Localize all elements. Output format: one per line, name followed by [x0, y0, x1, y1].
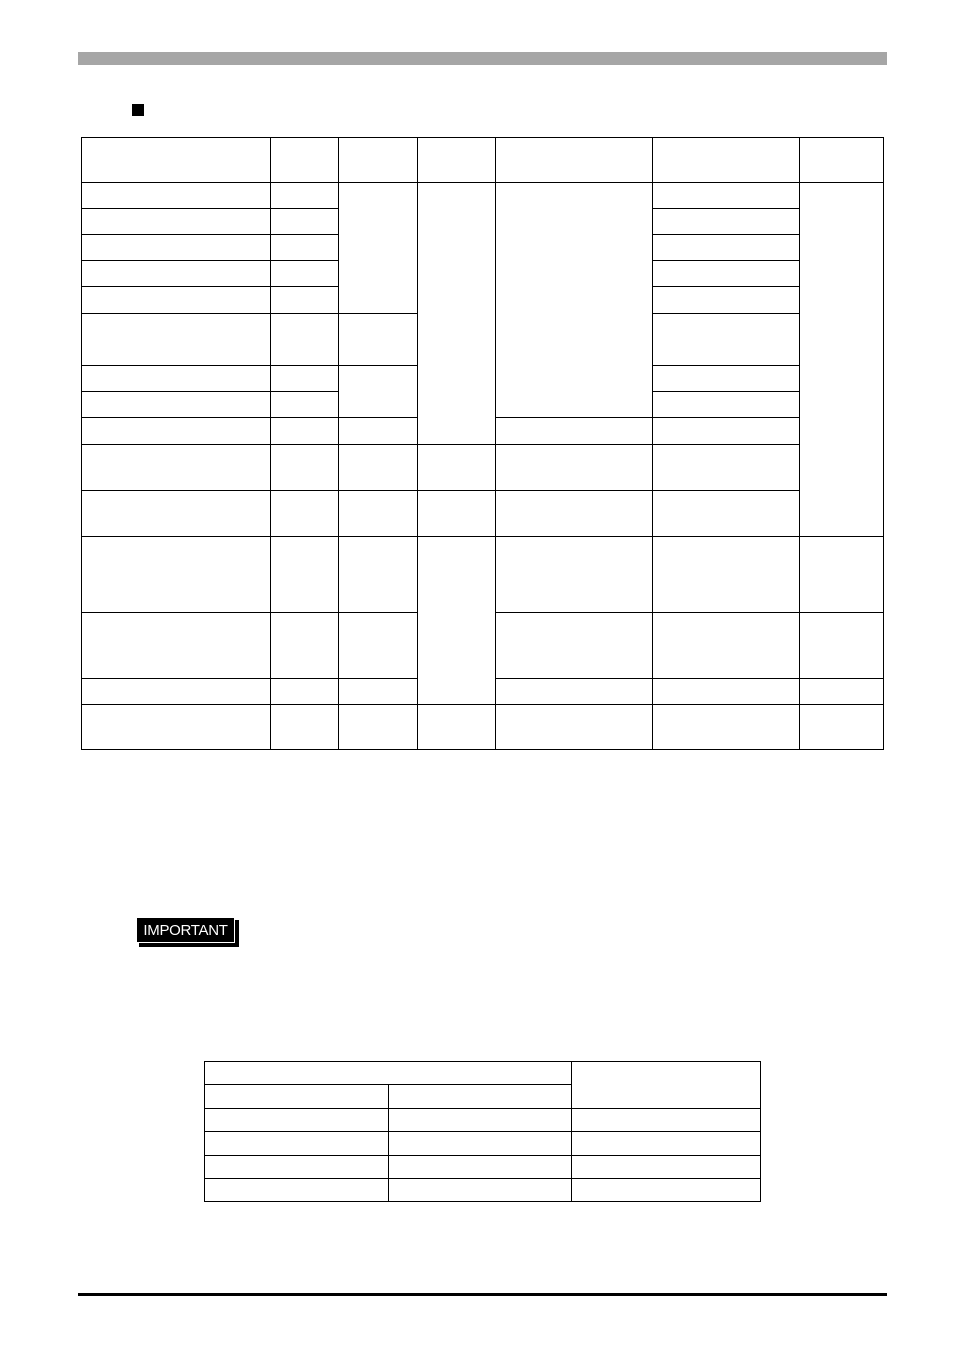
- header-col-rule: [652, 137, 653, 182]
- header-rule: [78, 52, 887, 65]
- small-table-row-rule: [204, 1131, 760, 1132]
- header-col-rule: [417, 137, 418, 182]
- row-rule: [652, 490, 799, 491]
- col-rule: [652, 182, 653, 749]
- row-rule: [495, 536, 652, 537]
- small-table-col-rule: [388, 1084, 389, 1201]
- col-rule: [270, 182, 271, 749]
- row-rule: [799, 678, 883, 679]
- row-rule: [652, 260, 799, 261]
- row-rule: [652, 536, 799, 537]
- row-rule: [81, 391, 338, 392]
- row-rule: [652, 313, 799, 314]
- row-rule: [81, 234, 338, 235]
- row-rule: [495, 417, 652, 418]
- row-rule: [338, 444, 417, 445]
- row-rule: [652, 208, 799, 209]
- row-rule: [338, 678, 417, 679]
- col-rule: [417, 182, 418, 749]
- row-rule: [417, 490, 495, 491]
- row-rule: [417, 536, 495, 537]
- table-border-right: [883, 137, 884, 749]
- small-table-border-top: [204, 1061, 761, 1062]
- square-bullet-icon: [132, 104, 144, 116]
- row-rule: [81, 536, 338, 537]
- small-table-row-rule: [204, 1155, 760, 1156]
- row-rule: [81, 612, 338, 613]
- row-rule: [495, 704, 652, 705]
- col-rule: [338, 182, 339, 749]
- row-rule: [338, 365, 417, 366]
- header-col-rule: [799, 137, 800, 182]
- row-rule: [338, 490, 417, 491]
- row-rule: [652, 234, 799, 235]
- row-rule: [81, 286, 338, 287]
- table-border-top: [81, 137, 884, 138]
- header-col-rule: [270, 137, 271, 182]
- row-rule: [338, 417, 417, 418]
- row-rule: [417, 444, 495, 445]
- col-rule: [495, 182, 496, 749]
- small-table-row-rule: [204, 1178, 760, 1179]
- row-rule: [652, 678, 799, 679]
- row-rule: [652, 417, 799, 418]
- row-rule: [495, 612, 652, 613]
- table-border-bottom: [81, 749, 884, 750]
- small-table-border-right: [760, 1061, 761, 1201]
- row-rule: [81, 208, 338, 209]
- row-rule: [81, 678, 338, 679]
- row-rule: [338, 313, 417, 314]
- row-rule: [417, 704, 495, 705]
- row-rule: [81, 490, 338, 491]
- row-rule: [81, 260, 338, 261]
- row-rule: [652, 704, 799, 705]
- important-badge: [136, 917, 236, 945]
- row-rule: [495, 678, 652, 679]
- row-rule: [495, 490, 652, 491]
- row-rule: [81, 313, 338, 314]
- header-col-rule: [338, 137, 339, 182]
- table-border-left: [81, 137, 82, 749]
- footer-rule: [78, 1293, 887, 1296]
- row-rule: [338, 536, 417, 537]
- row-rule: [652, 365, 799, 366]
- row-rule: [652, 286, 799, 287]
- row-rule: [81, 417, 338, 418]
- row-rule: [81, 365, 338, 366]
- row-rule: [81, 704, 338, 705]
- row-rule: [652, 391, 799, 392]
- table-header-rule: [81, 182, 883, 183]
- small-table-border-bottom: [204, 1201, 761, 1202]
- row-rule: [81, 444, 338, 445]
- row-rule: [652, 444, 799, 445]
- row-rule: [799, 704, 883, 705]
- row-rule: [652, 612, 799, 613]
- col-rule: [799, 182, 800, 749]
- header-col-rule: [495, 137, 496, 182]
- row-rule: [799, 612, 883, 613]
- row-rule: [799, 536, 883, 537]
- row-rule: [338, 612, 417, 613]
- important-label: IMPORTANT: [136, 917, 235, 943]
- row-rule: [495, 444, 652, 445]
- row-rule: [338, 704, 417, 705]
- small-table-row-rule: [204, 1108, 760, 1109]
